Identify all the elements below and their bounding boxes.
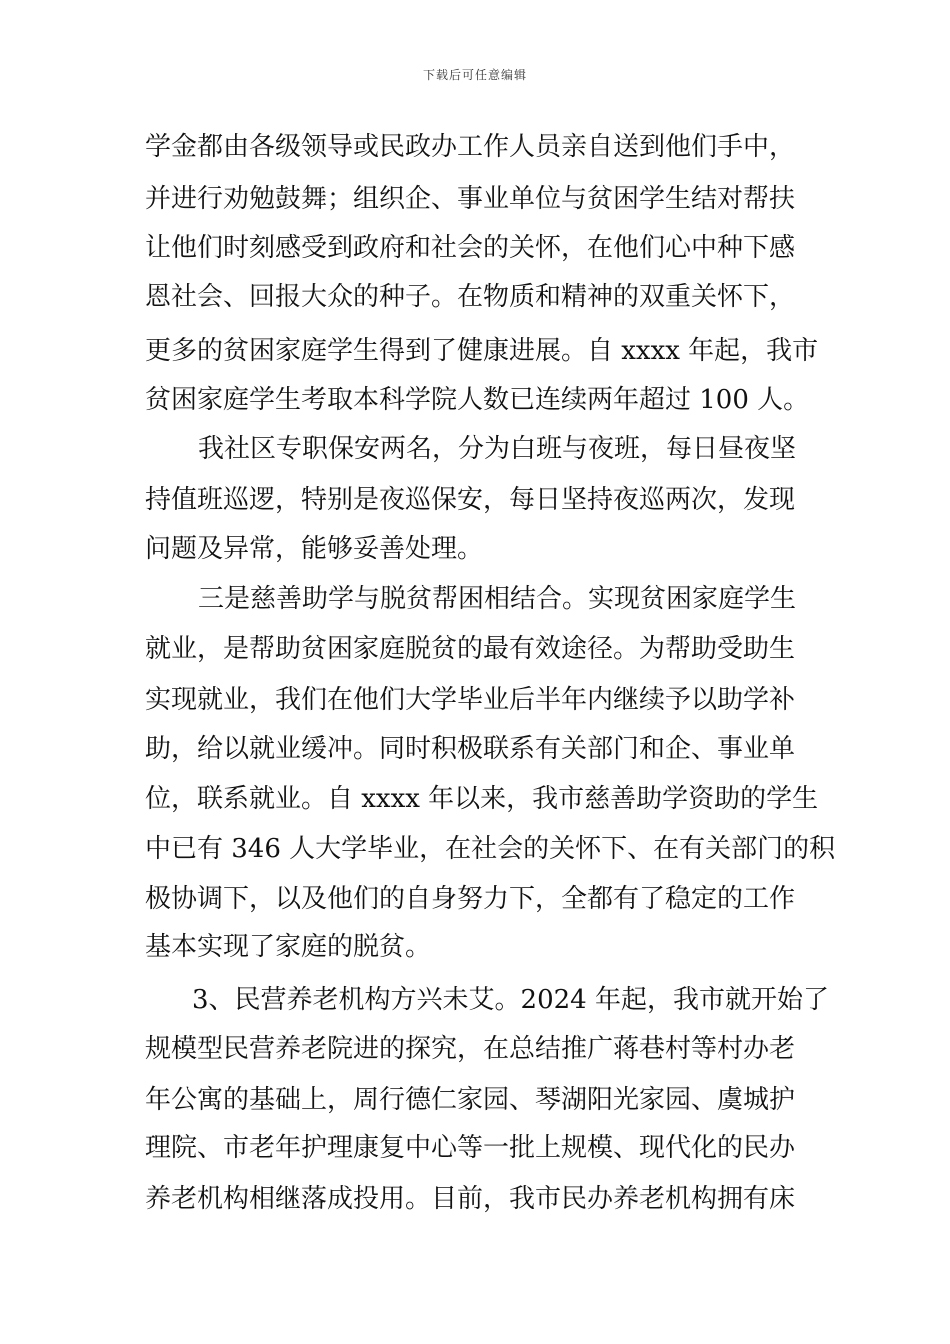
text-line: 位，联系就业。自 xxxx 年以来，我市慈善助学资助的学生 [145, 784, 819, 814]
text-line: 并进行劝勉鼓舞；组织企、事业单位与贫困学生结对帮扶 [145, 184, 796, 214]
text-line: 3、民营养老机构方兴未艾。2024 年起，我市就开始了 [192, 985, 829, 1015]
text-line: 就业，是帮助贫困家庭脱贫的最有效途径。为帮助受助生 [145, 634, 796, 664]
text-line: 规模型民营养老院进的探究，在总结推广蒋巷村等村办老 [145, 1034, 796, 1064]
text-line: 贫困家庭学生考取本科学院人数已连续两年超过 100 人。 [145, 385, 810, 415]
text-line: 年公寓的基础上，周行德仁家园、琴湖阳光家园、虞城护 [145, 1085, 796, 1115]
text-line: 三是慈善助学与脱贫帮困相结合。实现贫困家庭学生 [198, 584, 797, 614]
text-line: 极协调下，以及他们的自身努力下，全都有了稳定的工作 [145, 884, 796, 914]
text-line: 持值班巡逻，特别是夜巡保安，每日坚持夜巡两次，发现 [145, 485, 796, 515]
text-line: 实现就业，我们在他们大学毕业后半年内继续予以助学补 [145, 685, 796, 715]
text-line: 中已有 346 人大学毕业，在社会的关怀下、在有关部门的积 [145, 834, 836, 864]
text-line: 基本实现了家庭的脱贫。 [145, 932, 432, 962]
text-line: 问题及异常，能够妥善处理。 [145, 534, 484, 564]
text-line: 助，给以就业缓冲。同时积极联系有关部门和企、事业单 [145, 734, 796, 764]
text-line: 恩社会、回报大众的种子。在物质和精神的双重关怀下， [145, 282, 796, 312]
text-line: 养老机构相继落成投用。目前，我市民办养老机构拥有床 [145, 1184, 796, 1214]
text-line: 理院、市老年护理康复中心等一批上规模、现代化的民办 [145, 1133, 796, 1163]
text-line: 学金都由各级领导或民政办工作人员亲自送到他们手中， [145, 132, 796, 162]
text-line: 让他们时刻感受到政府和社会的关怀，在他们心中种下感 [145, 233, 796, 263]
text-line: 我社区专职保安两名，分为白班与夜班，每日昼夜坚 [198, 434, 797, 464]
page-header: 下载后可任意编辑 [422, 68, 527, 82]
text-line: 更多的贫困家庭学生得到了健康进展。自 xxxx 年起，我市 [145, 336, 819, 366]
